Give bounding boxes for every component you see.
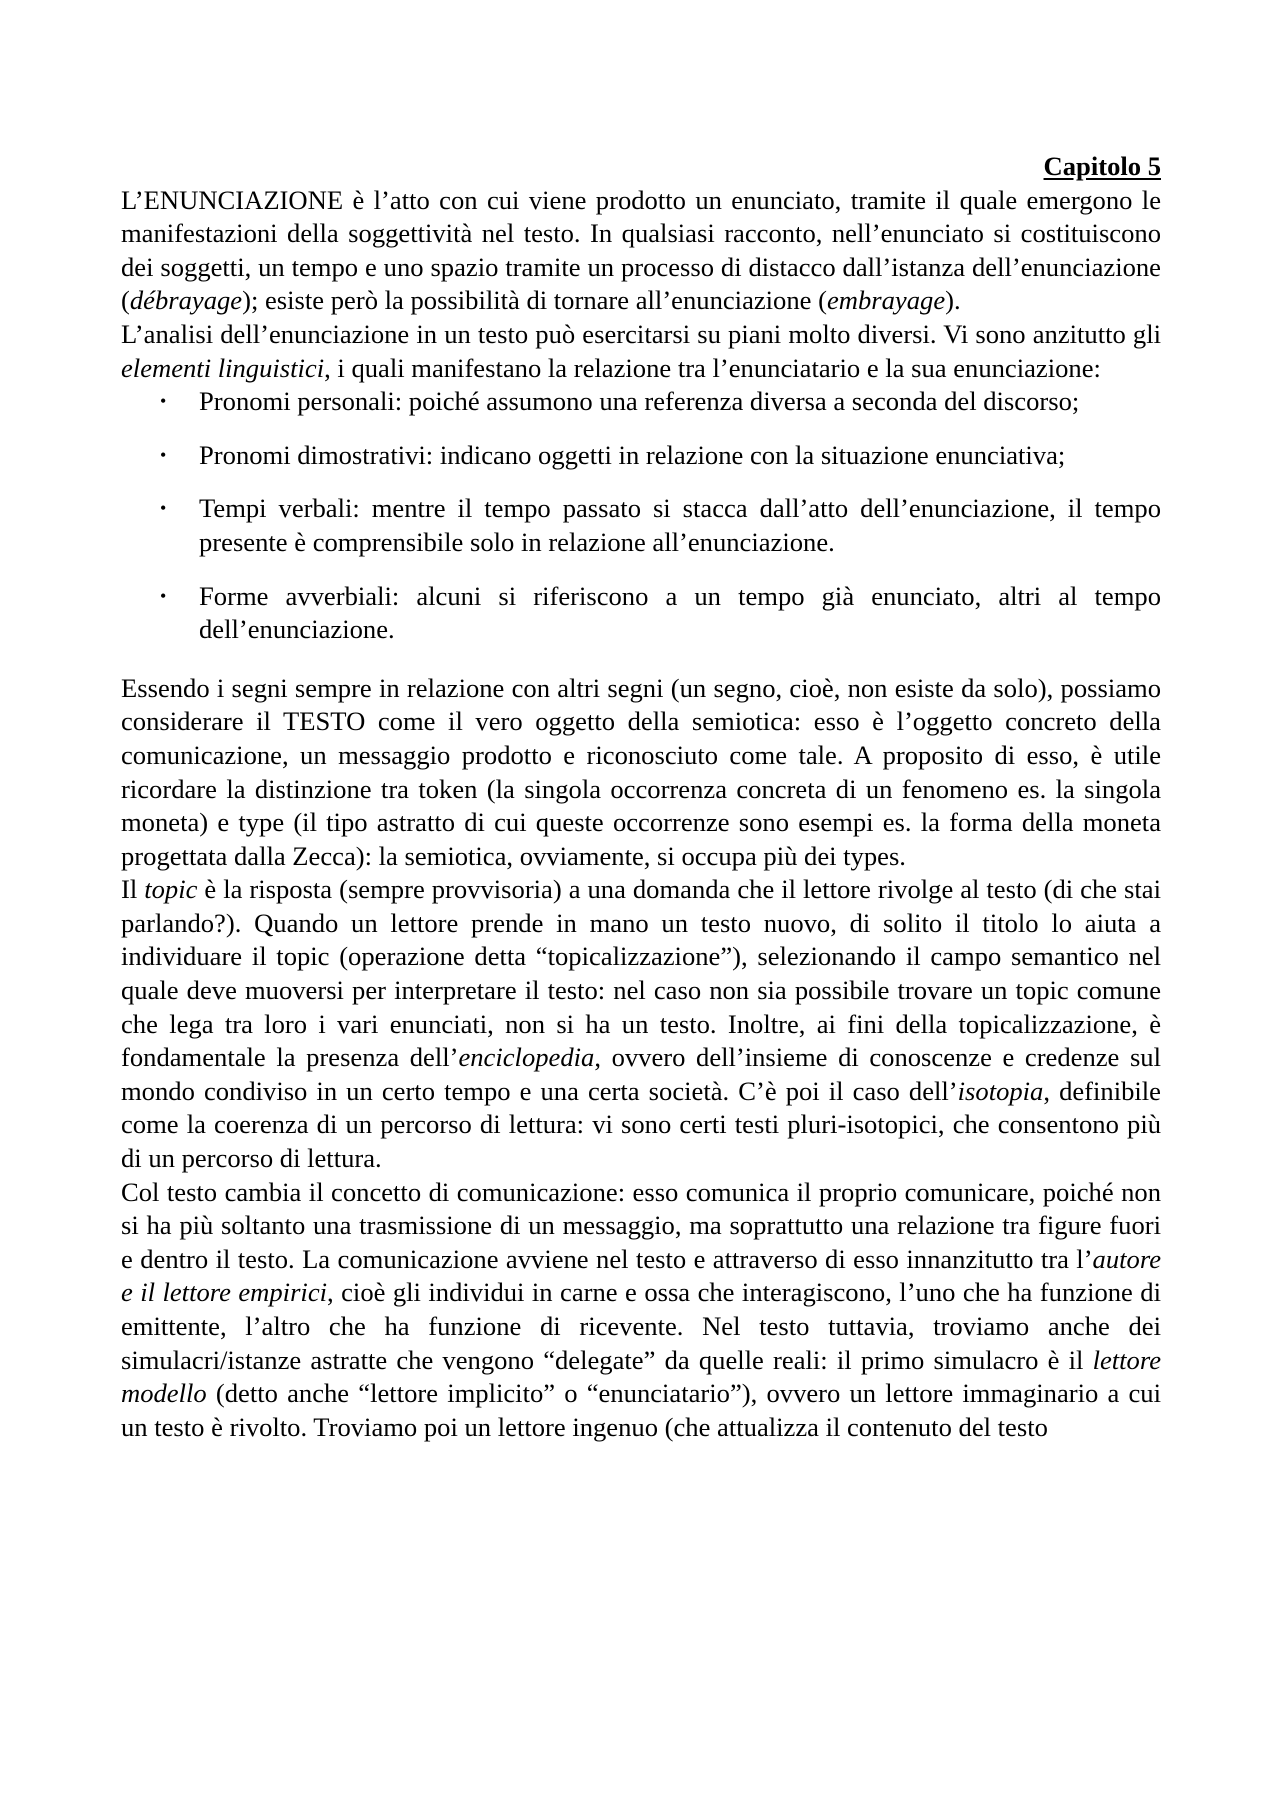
list-item — [121, 580, 1161, 647]
list-item — [121, 492, 1161, 559]
text-run: L’analisi dell’enunciazione in un testo può esercitarsi su piani molto diversi. Vi sono anzitutto gli — [121, 318, 1161, 349]
text-run: ). — [945, 285, 961, 316]
text-run: Col testo cambia il concetto di comunicazione: esso comunica il proprio comunicare, poiché non si ha più soltanto una trasmissione di un messaggio, ma soprattutto una relazione tra figure fuori e dentro il testo. La comunicazione avviene nel testo e attraverso di esso innanzitutto tra l’ — [121, 1176, 1161, 1274]
bullet-icon: • — [160, 391, 167, 412]
paragraph-comunicazione — [121, 1176, 1161, 1445]
intro-section — [121, 184, 1161, 386]
chapter-heading: Capitolo 5 — [1043, 151, 1161, 181]
paragraph-topic — [121, 873, 1161, 1175]
list-item-text: Pronomi personali: poiché assumono una referenza diversa a seconda del discorso; — [199, 386, 1080, 417]
bullet-icon: • — [160, 444, 167, 465]
list-item — [121, 439, 1161, 473]
list-item — [121, 385, 1161, 419]
bullet-list — [121, 385, 1161, 647]
text-run: ); esiste però la possibilità di tornare all’enunciazione ( — [242, 285, 827, 316]
term-autore-lettore-empirici: autore e il lettore empirici — [121, 1243, 1161, 1308]
list-item-text: Tempi verbali: mentre il tempo passato si stacca dall’atto dell’enunciazione, il tempo presente è comprensibile solo in relazione all’enunciazione. — [199, 493, 1161, 557]
text-run: (detto anche “lettore implicito” o “enunciatario”), ovvero un lettore immaginario a cui un testo è rivolto. Troviamo poi un lettore ingenuo (che attualizza il contenuto del testo — [121, 1378, 1161, 1442]
body-section — [121, 672, 1161, 1445]
document-page — [121, 150, 1161, 1444]
text-run: è la risposta (sempre provvisoria) a una domanda che il lettore rivolge al testo (di che stai parlando?). Quando un lettore prende in mano un testo nuovo, di solito il titolo lo aiuta a individuare il topic (operazione detta “topicalizzazione”), selezionando il campo semantico nel quale deve muoversi per interpretare il testo: nel caso non sia possibile trovare un topic comune che lega tra loro i vari enunciati, non si ha un testo. Inoltre, ai fini della topicalizzazione, è fondamentale la presenza dell’ — [121, 874, 1161, 1073]
paragraph-analisi — [121, 318, 1161, 385]
text-run: , i quali manifestano la relazione tra l’enunciatario e la sua enunciazione: — [324, 352, 1101, 383]
text-run: Il — [121, 874, 145, 905]
paragraph-testo — [121, 672, 1161, 874]
list-item-text: Pronomi dimostrativi: indicano oggetti in relazione con la situazione enunciativa; — [199, 439, 1066, 470]
term-topic: topic — [144, 874, 198, 905]
text-run: , ovvero dell’insieme di conoscenze e credenze sul mondo condiviso in un certo tempo e una certa società. C’è poi il caso dell’ — [121, 1042, 1161, 1106]
bullet-icon: • — [160, 585, 167, 606]
list-item-text: Forme avverbiali: alcuni si riferiscono a un tempo già enunciato, altri al tempo dell’enunciazione. — [199, 580, 1161, 645]
paragraph-enunciazione — [121, 184, 1161, 318]
term-embrayage: embrayage — [826, 285, 946, 316]
term-isotopia: isotopia — [957, 1075, 1044, 1106]
term-lettore-modello: lettore modello — [121, 1344, 1161, 1409]
text-run: , definibile come la coerenza di un percorso di lettura: vi sono certi testi pluri-isotopici, che consentono più di un percorso di lettura. — [121, 1075, 1161, 1174]
bullet-icon: • — [160, 498, 167, 519]
term-debrayage: débrayage — [129, 285, 243, 316]
text-run: Essendo i segni sempre in relazione con altri segni (un segno, cioè, non esiste da solo), possiamo considerare il TESTO come il vero oggetto della semiotica: esso è l’oggetto concreto della comunicazione, un messaggio prodotto e riconosciuto come tale. A proposito di esso, è utile ricordare la distinzione tra token (la singola occorrenza concreta di un fenomeno es. la singola moneta) e type (il tipo astratto di cui queste occorrenze sono esempi es. la forma della moneta progettata dalla Zecca): la semiotica, ovviamente, si occupa più dei types. — [121, 672, 1161, 871]
text-run: , cioè gli individui in carne e ossa che interagiscono, l’uno che ha funzione di emittente, l’altro che ha funzione di ricevente. Nel testo tuttavia, troviamo anche dei simulacri/istanze astratte che vengono “delegate” da quelle reali: il primo simulacro è il — [121, 1277, 1161, 1375]
text-run: L’ENUNCIAZIONE è l’atto con cui viene prodotto un enunciato, tramite il quale emergono le manifestazioni della soggettività nel testo. In qualsiasi racconto, nell’enunciato si costituiscono dei soggetti, un tempo e uno spazio tramite un processo di distacco dall’istanza dell’enunciazione ( — [121, 184, 1161, 316]
term-elementi-linguistici: elementi linguistici — [121, 352, 325, 383]
term-enciclopedia: enciclopedia — [458, 1042, 595, 1073]
